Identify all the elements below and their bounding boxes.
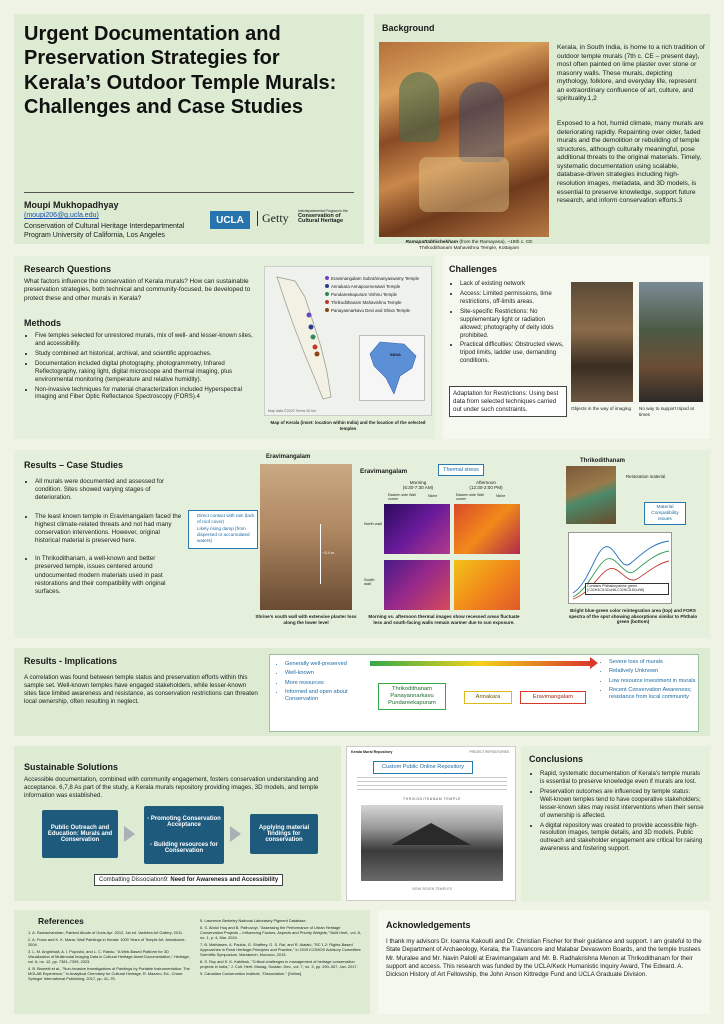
research-text: What factors influence the conservation of Kerala murals? How can sustainable preservation strategies, both technical and community-focused, be developed to protect these and other murals in Kerala? bbox=[24, 278, 251, 302]
author-affiliation: Conservation of Cultural Heritage Interdepartmental Program University of California, Los Angeles bbox=[24, 223, 185, 239]
thri-photo bbox=[566, 466, 616, 524]
repo-temple-title: THRIKODITHANAM TEMPLE bbox=[402, 797, 462, 801]
legend-pin-icon bbox=[325, 308, 329, 312]
challenges-panel bbox=[443, 256, 710, 439]
repo-temple-roof bbox=[381, 823, 481, 845]
reference-item: 7. B. Mathiasen, A. Paulus, G. Shaffrey, G. S. Rai, and R. Alatalu, "RC 1.2: Rights-Based Approaches in Rural Heritage-Principles and Practice," in 2019 ICOMOS Advisory Committee Scientific Symposium, Marrakech, Morocco, 2019. bbox=[200, 942, 361, 957]
implications-heading: Results - Implications bbox=[24, 656, 118, 666]
program-logo bbox=[298, 210, 362, 225]
sustainable-text: Accessible documentation, combined with community engagement, fosters conservation understanding and acceptance. 6,7,8 As part of the study, a Kerala murals repository providing images, 3D models, and temple information was established. bbox=[24, 776, 319, 800]
implications-left-item: • More resources bbox=[285, 680, 366, 687]
india-shape bbox=[370, 342, 416, 394]
flow-bottom-bold: Need for Awareness and Accessibility bbox=[170, 877, 279, 883]
thermal-col-a: Eastern side Wall corner bbox=[388, 493, 416, 501]
ack-text: I thank my advisors Dr. Ioanna Kakoulli and Dr. Christian Fischer for their guidance and support. I am grateful to the State Department of Archaeology, Kerala, the Travancore and Malabar Devaswom Boards, and the temple trustees Mr. Muralee and Mr. Navin Palolil at Eravimangalam and Mr. B. Radhakrishna Menon at Thrikodithanam for their support and access. This research was funded by the UCLA/Keck Humanistic Inquiry Award, The Edward. A. Dickson History of Art Fellowship, the John Anson Kittredge Fund and UCLA Graduate Division. bbox=[386, 938, 702, 979]
methods-list bbox=[24, 332, 264, 403]
conclusions-heading: Conclusions bbox=[529, 754, 584, 764]
mural-photo bbox=[379, 42, 549, 237]
program-logo-small: Interdepartmental Program in the bbox=[298, 209, 348, 213]
implications-text: A correlation was found between temple status and preservation efforts within this sample set. Well-known temples have engaged stakeholders, while lesser-known sites face limited awareness and resistance, as conservation restrictions can threaten local ownership, often resulting in neglect. bbox=[24, 674, 258, 706]
reference-item: 4. B. Brunetti et al., "Non-invasive Investigations of Paintings by Portable Instrumentation: The MOLAB Experience," in Analytical Chemistry for Cultural Heritage, R. Mazzeo, Ed., Cham: Springer International Publishing, 2017, pp. 41–75. bbox=[28, 966, 190, 981]
title-rule bbox=[24, 192, 354, 193]
background-heading: Background bbox=[382, 23, 435, 33]
ucla-logo-text: UCLA bbox=[216, 214, 244, 226]
background-panel bbox=[374, 14, 710, 251]
conclusions-list bbox=[529, 770, 705, 855]
annotation-box bbox=[188, 510, 258, 549]
fors-label: Contains Phthalocyanine green (C32H3Cl13CuN8-C32HCl15CuN8) bbox=[585, 583, 669, 595]
challenges-item: • Lack of existing network bbox=[460, 280, 569, 288]
poster-title: Urgent Documentation and Preservation Strategies for Kerala’s Outdoor Temple Murals: Challenges and Case Studies bbox=[24, 23, 337, 119]
challenges-item: • Access: Limited permissions, time restrictions, off-limits areas. bbox=[460, 290, 569, 306]
challenge-caption-1: Objects in the way of imaging bbox=[571, 406, 632, 411]
reference-item: 5. Lawrence Berkeley National Laboratory Pigment Database. bbox=[200, 918, 307, 923]
reference-item: 2. A. Franz and K. K. Marar, Wall Paintings in Kerala: 1000 Years of Temple Art. Amsidoche, 2004. bbox=[28, 937, 186, 947]
thermal-stress-tag: Thermal stress bbox=[438, 464, 484, 476]
results-item: • In Thrikodithanam, a well-known and better preserved temple, issues centered around undocumented modern materials used in past restorations and their compatibility with original surfaces. bbox=[35, 555, 182, 596]
erav-caption: Shrine's south wall with extensive plaster loss along the lower level bbox=[255, 614, 357, 625]
restoration-label: Restoration material bbox=[626, 474, 666, 479]
conclusions-panel bbox=[521, 746, 710, 901]
conclusions-item: • Preservation outcomes are influenced by temple status: Well-known temples tend to have cooperative stakeholders; lesser-known sites may resist interventions when their sense of ownership is affected. bbox=[540, 788, 705, 820]
map-footer: Map data ©2022 Terms 50 km bbox=[268, 409, 317, 413]
challenge-caption-2: No way to support tripod at times bbox=[639, 406, 694, 417]
implications-right-item: • Relatively Unknown bbox=[609, 668, 696, 675]
conclusions-item: • A digital repository was created to provide accessible high-resolution images, temple details, and 3D models. Public outreach and stakeholder engagement are critical for raising awareness and fostering support. bbox=[540, 822, 705, 854]
repo-temple-photo bbox=[361, 805, 503, 881]
temple-box-red: Eravimangalam bbox=[520, 691, 586, 704]
flow-bottom-label bbox=[94, 874, 283, 886]
morning-label: Morning (6:30-7:30 AM) bbox=[402, 480, 434, 490]
challenge-photo-2 bbox=[639, 282, 703, 402]
results-list bbox=[24, 478, 182, 598]
measure-line bbox=[320, 524, 321, 584]
author-name: Moupi Mukhopadhyay bbox=[24, 200, 119, 210]
challenge-photo-1 bbox=[571, 282, 633, 402]
thermal-title: Eravimangalam bbox=[360, 468, 408, 475]
program-logo-big: Conservation of Cultural Heritage bbox=[298, 212, 344, 225]
map-pin-pundareekapuram bbox=[311, 335, 316, 340]
thri-title: Thrikodithanam bbox=[580, 458, 626, 464]
implications-panel bbox=[14, 648, 710, 736]
adaptation-box: Adaptation for Restrictions: Using best data from selected techniques carried out under such constraints. bbox=[449, 386, 567, 417]
compat-tag: Material Compatibility issues bbox=[644, 502, 686, 525]
methods-item: • Study combined art historical, archival, and scientific approaches. bbox=[35, 350, 264, 358]
fors-chart bbox=[568, 532, 672, 604]
map-pin-panayannarkavu bbox=[315, 352, 320, 357]
implications-right-list bbox=[600, 659, 696, 703]
implications-left-item: • Generally well-preserved bbox=[285, 661, 366, 668]
map-legend-item: Panayannarkavu Devi and Shiva Temple bbox=[325, 307, 431, 315]
challenges-item: • Practical difficulties: Obstructed views, tripod limits, ladder use, demanding conditions. bbox=[460, 341, 569, 365]
references-col-2 bbox=[200, 918, 364, 976]
afternoon-label: Afternoon (12:30-2:00 PM) bbox=[469, 480, 503, 490]
sustainable-heading: Sustainable Solutions bbox=[24, 762, 119, 772]
thermal-image-north-afternoon bbox=[454, 504, 520, 554]
gradient-arrow bbox=[370, 661, 590, 666]
results-heading: Results – Case Studies bbox=[24, 460, 124, 470]
sustainable-panel bbox=[14, 746, 341, 901]
implications-right-item: • Low resource investment in murals bbox=[609, 678, 696, 685]
thri-caption: Bright blue-green color reintegration area (top) and FORS spectra of the spot showing absorptions similar to Phthalo green (bottom) bbox=[568, 608, 698, 625]
references-col-1 bbox=[28, 930, 190, 981]
india-inset-label: INDIA bbox=[390, 352, 401, 357]
india-inset bbox=[359, 335, 425, 401]
gradient-arrow-head-icon bbox=[590, 657, 598, 669]
reference-item: 3. L. M. Angheluță, A. I. Popovici, and L. C. Rațoiu, "A Web-Based Platform for 3D Visualization of Multimodal Imaging Data in Cultural Heritage Asset Documentation," Heritage, vol. 6, no. 12, pp. 7381–7399, 2023. bbox=[28, 949, 190, 964]
legend-pin-icon bbox=[325, 276, 329, 280]
erav-title: Eravimangalam bbox=[266, 454, 311, 460]
implications-right-item: • Recent Conservation Awareness; resistance from local community bbox=[609, 687, 696, 702]
thermal-col-c: Eastern side Wall corner bbox=[456, 493, 484, 501]
thermal-col-b: Niche bbox=[428, 494, 438, 498]
mural-caption-site: Thrikodithanam Mahavishnu Temple, Kottayam bbox=[419, 245, 519, 251]
research-methods-panel bbox=[14, 256, 435, 439]
temple-box-green: Thrikodithanam Panayannarkavu Pundareekapuram bbox=[378, 683, 446, 710]
mural-figure-2 bbox=[459, 82, 504, 162]
flow-arrow-1-icon bbox=[124, 826, 135, 842]
implications-left-item: • Well-known bbox=[285, 670, 366, 677]
repo-header: Kerala Mural Repository bbox=[351, 750, 393, 754]
reference-item: 8. S. Roy and S. K. Kabilesh, "Critical challenges in management of heritage conservation projects in India," J. Cult. Herit. Manag. Sustain. Dev., vol. 7, no. 3, pp. 290–307, Jan. 2017. bbox=[200, 959, 358, 969]
author-email[interactable]: (moupi206@g.ucla.edu) bbox=[24, 212, 99, 219]
implications-left-list bbox=[276, 661, 366, 705]
thermal-row-1: North wall bbox=[364, 521, 382, 526]
reference-item: 6. S. Abdul Huq and B. Pathuvoyi, "Assessing the Performance of Urban Heritage Conservation Projects – Influencing Factors, Aspects and Priority Weights," Built Herit., vol. 8, no. 1, p. 4, Mar. 2024. bbox=[200, 925, 361, 940]
india-inset-svg bbox=[360, 336, 426, 402]
challenges-list bbox=[449, 280, 569, 367]
conclusions-item: • Rapid, systematic documentation of Kerala's temple murals is essential to preserve knowledge even if murals are lost. bbox=[540, 770, 705, 786]
legend-pin-icon bbox=[325, 284, 329, 288]
flow-arrow-2-icon bbox=[230, 826, 241, 842]
flow-acceptance-b: - Building resources for Conservation bbox=[150, 842, 218, 854]
repository-screenshot bbox=[346, 746, 516, 901]
repo-banner: Custom Public Online Repository bbox=[373, 761, 473, 774]
methods-item: • Documentation included digital photography, photogrammetry, Infrared Reflectography, raking light, digital microscope and thermal imaging, plus environmental monitoring (temperature and relative humidity). bbox=[35, 360, 264, 384]
challenges-heading: Challenges bbox=[449, 264, 498, 274]
mural-figure-1 bbox=[399, 72, 439, 142]
map-caption: Map of Kerala (inset: location within India) and the location of the selected temples bbox=[270, 420, 426, 431]
research-heading: Research Questions bbox=[24, 264, 112, 274]
annotation-item: • Likely rising damp (from dispersed or accumulated waters) bbox=[197, 526, 255, 543]
results-panel bbox=[14, 450, 710, 638]
challenges-item: • Site-specific Restrictions: No supplementary light or radiation allowed; photography of deity idols prohibited. bbox=[460, 308, 569, 340]
map-legend-item: Thrikodithanam Mahavishnu Temple bbox=[325, 299, 431, 307]
thermal-image-north-morning bbox=[384, 504, 450, 554]
references-heading: References bbox=[38, 916, 84, 926]
legend-pin-icon bbox=[325, 300, 329, 304]
thermal-image-south-morning bbox=[384, 560, 450, 610]
reference-item: 1. A. Ramachandran, Painted Abode of Gods Apr. 2012, 1st ed. Vadehra Art Gallery, 2011. bbox=[28, 930, 184, 935]
repo-nav: PROJECT REPOSITORIES bbox=[469, 750, 509, 754]
ucla-logo bbox=[210, 211, 250, 229]
results-item: • The least known temple in Eravimangalam faced the highest climate-related threats and not had many conservation interventions. However, original historical material is preserved here. bbox=[35, 513, 182, 546]
implications-diagram bbox=[269, 654, 699, 732]
map-legend-item: Annakara Annapoorneswari Temple bbox=[325, 283, 431, 291]
mural-figure-3 bbox=[419, 157, 509, 212]
legend-pin-icon bbox=[325, 292, 329, 296]
methods-item: • Five temples selected for unrestored murals, mix of well- and lesser-known sites, and accessibility. bbox=[35, 332, 264, 348]
flow-acceptance-a: - Promoting Conservation Acceptance bbox=[147, 816, 221, 828]
mural-caption bbox=[379, 240, 559, 252]
methods-item: • Non-invasive techniques for material characterization included Hyperspectral imaging and Fiber Optic Reflectance Spectroscopy (FORS).4 bbox=[35, 386, 264, 402]
flow-box-acceptance bbox=[144, 806, 224, 864]
temple-box-yellow: Annakara bbox=[464, 691, 512, 704]
map-legend bbox=[325, 275, 431, 315]
mural-caption-title: Ramapattabhishekham bbox=[405, 240, 458, 245]
map-pin-annakara bbox=[309, 325, 314, 330]
annotation-item: • Direct contact with rain (lack of roof cover) bbox=[197, 513, 255, 524]
results-item: • All murals were documented and assessed for condition. Sites showed varying stages of deterioration. bbox=[35, 478, 182, 503]
getty-logo: Getty bbox=[257, 211, 289, 226]
repo-view-button[interactable]: VIEW SEVEN TEMPLES bbox=[411, 887, 453, 891]
map-legend-item: Eravimangalam Subrahmanyaswamy Temple bbox=[325, 275, 431, 283]
thermal-col-d: Niche bbox=[496, 494, 506, 498]
implications-left-item: • Informed and open about Conservation bbox=[285, 689, 366, 704]
thermal-image-south-afternoon bbox=[454, 560, 520, 610]
map-pin-thrikodithanam bbox=[313, 345, 318, 350]
ack-panel bbox=[378, 910, 710, 1014]
thermal-row-2: South wall bbox=[364, 577, 375, 587]
map-pin-eravimangalam bbox=[307, 313, 312, 318]
background-text-2: Exposed to a hot, humid climate, many murals are deteriorating rapidly. Repainting over older, faded murals and the demolition or rebuilding of temple structures, although culturally meaningful, pose additional threats to the original materials. Timely, systematic documentation using scalable, database-driven strategies including high-resolution images, metadata, and 3D models, is essential to preserve knowledge, support future research, and inform conservation efforts.3 bbox=[557, 120, 704, 205]
references-panel bbox=[14, 910, 370, 1014]
kerala-shape bbox=[277, 277, 331, 399]
repo-text-lines bbox=[357, 777, 507, 793]
ack-heading: Acknowledgements bbox=[386, 920, 471, 930]
map-legend-item: Pundareekapuram Vishnu Temple bbox=[325, 291, 431, 299]
flow-bottom-plain: Combatting Dissociation9: bbox=[99, 877, 171, 883]
flow-box-outreach: Public Outreach and Education: Murals and Conservation bbox=[42, 810, 118, 858]
reference-item: 9. Canadian Conservation Institute, "Dissociation." [Online]. bbox=[200, 971, 303, 976]
title-panel bbox=[14, 14, 364, 244]
implications-right-item: • Severe loss of murals bbox=[609, 659, 696, 666]
flow-box-materials: Applying material findings for conservation bbox=[250, 814, 318, 854]
thermal-caption: Morning vs. afternoon thermal images show recessed areas fluctuate less and south-facing walls remain warmer due to sun exposure. bbox=[368, 614, 520, 625]
methods-heading: Methods bbox=[24, 318, 61, 328]
kerala-map bbox=[264, 266, 432, 416]
measure-label: ~3.4 m bbox=[322, 550, 335, 555]
erav-wall-photo bbox=[260, 464, 352, 610]
background-text-1: Kerala, in South India, is home to a rich tradition of outdoor temple murals (7th c. CE – present day), most often painted on lime plaster over stone or masonry walls. These murals, depicting mythology, folklore, and everyday life, represent an extraordinary confluence of art, culture, and spirituality.1,2 bbox=[557, 44, 705, 103]
mural-caption-date: (from the Ramayana), ~18th c. CE bbox=[457, 240, 533, 245]
